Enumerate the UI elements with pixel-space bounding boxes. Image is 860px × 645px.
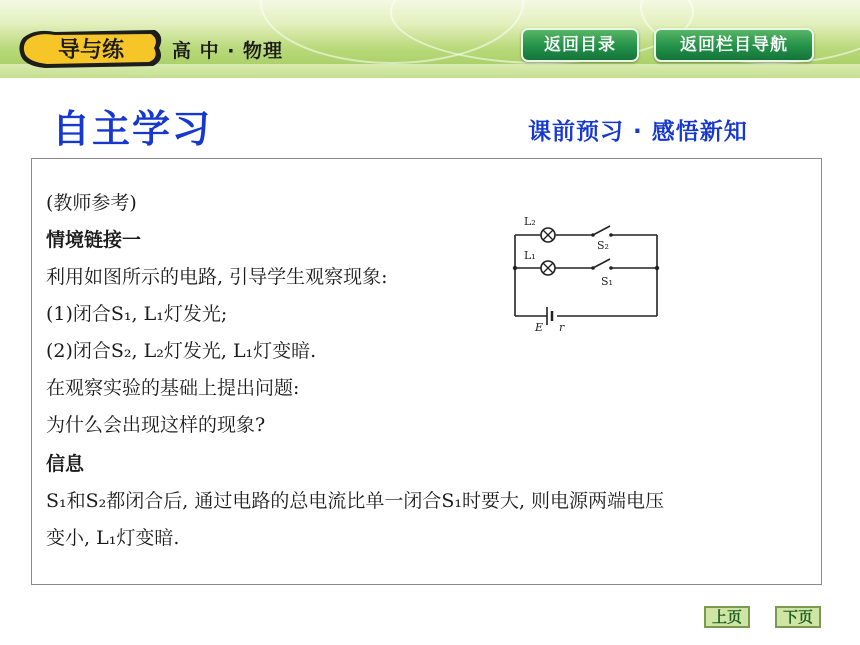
page-title: 自主学习 xyxy=(52,107,213,151)
teacher-reference: (教师参考) xyxy=(46,192,137,214)
back-to-contents-button[interactable]: 返回目录 xyxy=(521,28,639,62)
info-heading: 信息 xyxy=(46,453,85,475)
label-s2: S₂ xyxy=(597,239,609,252)
label-l1: L₁ xyxy=(524,249,536,262)
info-text-line: 变小, L₁灯变暗. xyxy=(46,527,180,549)
text-line: 利用如图所示的电路, 引导学生观察现象: xyxy=(46,266,388,288)
logo-text: 导与练 xyxy=(57,38,125,63)
text-line: 为什么会出现这样的现象? xyxy=(46,414,266,436)
label-s1: S₁ xyxy=(601,275,613,288)
label-l2: L₂ xyxy=(524,215,536,228)
next-page-button[interactable]: 下页 xyxy=(775,606,821,628)
circuit-diagram xyxy=(507,208,667,338)
subject-label: 高 中 · 物理 xyxy=(172,40,284,62)
text-line: 在观察实验的基础上提出问题: xyxy=(46,377,300,399)
header-bar xyxy=(0,0,860,78)
back-to-section-nav-button[interactable]: 返回栏目导航 xyxy=(654,28,814,62)
lamp-l2-icon xyxy=(541,228,555,242)
brand-logo xyxy=(15,26,165,70)
content-panel xyxy=(31,158,822,585)
prev-page-button[interactable]: 上页 xyxy=(704,606,750,628)
label-r: r xyxy=(559,321,565,334)
text-line: (2)闭合S₂, L₂灯发光, L₁灯变暗. xyxy=(46,340,317,362)
text-line: (1)闭合S₁, L₁灯发光; xyxy=(46,303,228,325)
label-e: E xyxy=(535,321,544,334)
page-subtitle: 课前预习 · 感悟新知 xyxy=(528,119,748,145)
lamp-l1-icon xyxy=(541,261,555,275)
section-heading: 情境链接一 xyxy=(46,229,142,251)
info-text-line: S₁和S₂都闭合后, 通过电路的总电流比单一闭合S₁时要大, 则电源两端电压 xyxy=(46,490,665,512)
